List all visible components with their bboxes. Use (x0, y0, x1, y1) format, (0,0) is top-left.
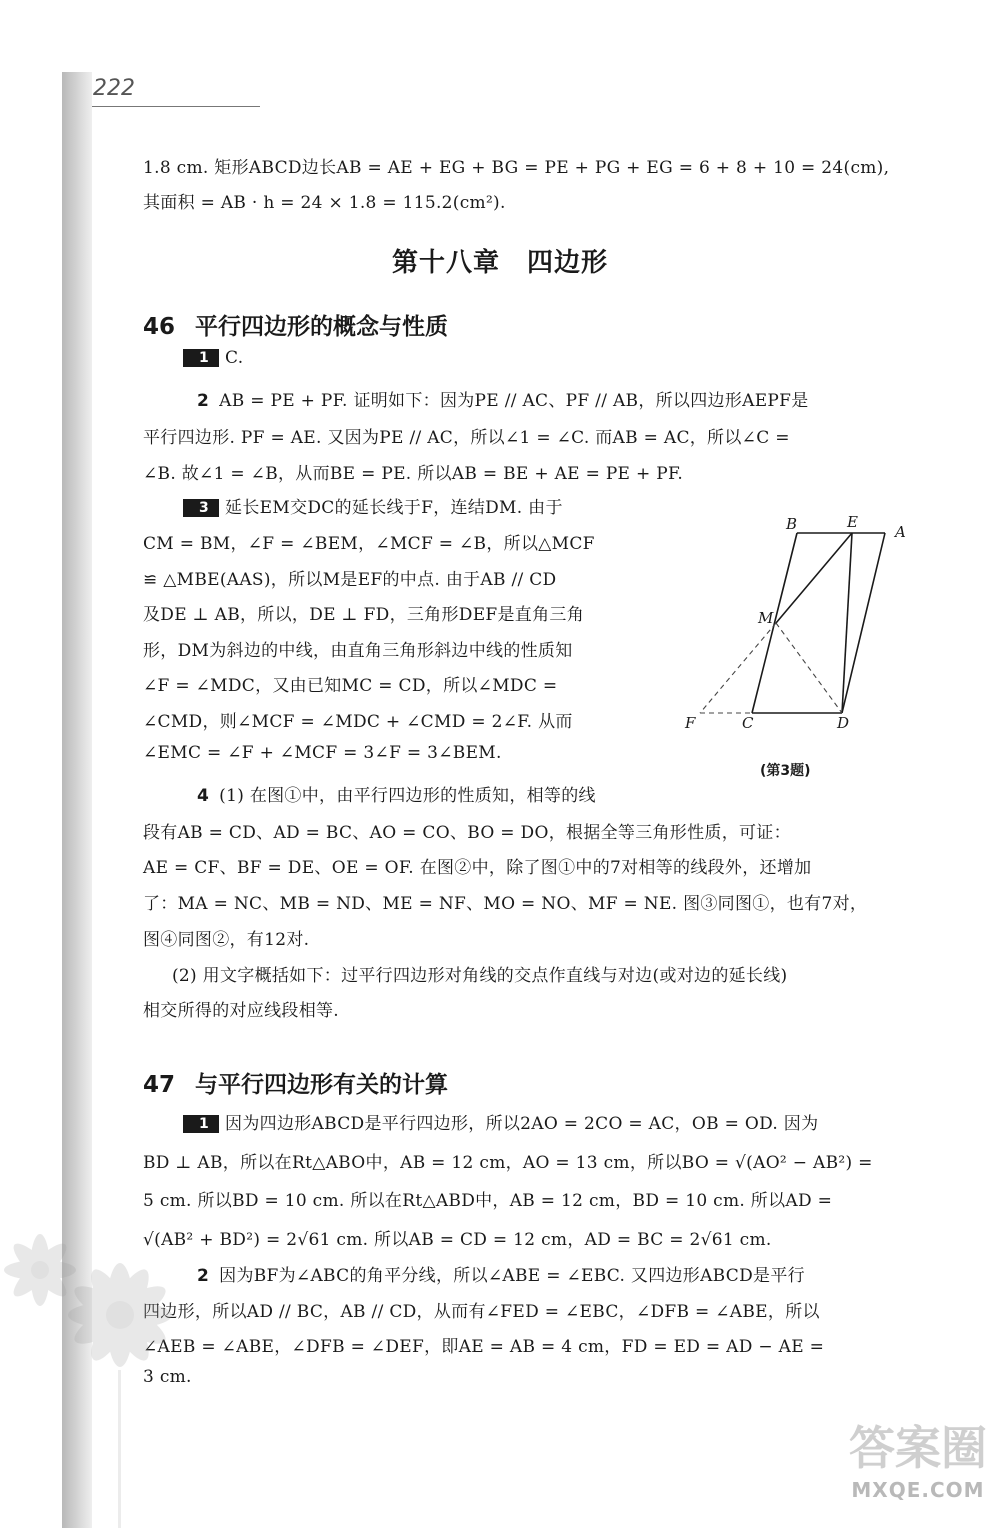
s47-q1-line-3: 5 cm. 所以BD = 10 cm. 所以在Rt△ABD中，AB = 12 cm，BD = 10 cm. 所以AD = (143, 1191, 833, 1211)
answer-text: C. (225, 348, 244, 368)
watermark-url: MXQE.COM (851, 1478, 985, 1502)
s46-q3-line-8: ∠EMC = ∠F + ∠MCF = 3∠F = 3∠BEM. (143, 743, 502, 763)
s46-q4-part2-line-2: 相交所得的对应线段相等. (143, 1001, 340, 1021)
question-badge: 1 (183, 1115, 219, 1133)
s47-q2-line-1 (197, 1261, 805, 1286)
segment-EM (776, 533, 852, 623)
label-B: B (786, 515, 798, 533)
s46-q3-line-6: ∠F = ∠MDC，又由已知MC = CD，所以∠MDC = (143, 676, 558, 696)
s47-q2-line-2: 四边形，所以AD // BC，AB // CD，从而有∠FED = ∠EBC，∠DFB = ∠ABE，所以 (143, 1302, 820, 1322)
s46-q3-line-5: 形，DM为斜边的中线，由直角三角形斜边中线的性质知 (143, 641, 573, 661)
question-badge: 3 (183, 499, 219, 517)
question-badge: 1 (183, 349, 219, 367)
section-title: 与平行四边形有关的计算 (195, 1072, 448, 1098)
s46-q1 (183, 348, 243, 368)
s46-q4-line-2: 段有AB = CD、AD = BC、AO = CO、BO = DO，根据全等三角形性质，可证： (143, 823, 791, 843)
s46-q2-line-2: 平行四边形. PF = AE. 又因为PE // AC，所以∠1 = ∠C. 而AB = AC，所以∠C = (143, 428, 790, 448)
label-C: C (742, 714, 754, 732)
label-M: M (758, 609, 774, 627)
flower-decoration (0, 1230, 220, 1528)
page-number: 222 (93, 76, 135, 101)
section-47-heading (143, 1066, 448, 1099)
answer-text: 因为BF为∠ABC的角平分线，所以∠ABE = ∠EBC. 又四边形ABCD是平行 (219, 1266, 805, 1286)
dashed-MD (776, 623, 842, 713)
section-46-heading (143, 308, 448, 341)
intro-line-2: 其面积 = AB · h = 24 × 1.8 = 115.2(cm²). (143, 193, 506, 213)
dashed-MF (700, 623, 776, 713)
segment-ED (842, 533, 852, 713)
label-F: F (685, 714, 696, 732)
section-number: 46 (143, 314, 176, 340)
segment-AD (842, 533, 885, 713)
intro-line-1: 1.8 cm. 矩形ABCD边长AB = AE + EG + BG = PE + PG + EG = 6 + 8 + 10 = 24(cm), (143, 158, 890, 178)
s46-q4-line-5: 图④同图②，有12对. (143, 930, 310, 950)
s46-q3-line-1 (183, 493, 563, 518)
watermark-title: 答案圈 (849, 1421, 987, 1475)
section-title: 平行四边形的概念与性质 (195, 314, 448, 340)
question-number: 4 (197, 786, 210, 806)
s47-q1-line-1 (183, 1109, 818, 1134)
s46-q4-line-3: AE = CF、BF = DE、OE = OF. 在图②中，除了图①中的7对相等的线段外，还增加 (143, 858, 812, 878)
section-number: 47 (143, 1072, 176, 1098)
label-D: D (837, 714, 850, 732)
s47-q1-line-4: √(AB² + BD²) = 2√61 cm. 所以AB = CD = 12 cm，AD = BC = 2√61 cm. (143, 1230, 772, 1250)
answer-text: 延长EM交DC的延长线于F，连结DM. 由于 (225, 498, 563, 518)
s46-q2-line-1 (197, 386, 809, 411)
s46-q3-line-7: ∠CMD，则∠MCF = ∠MDC + ∠CMD = 2∠F. 从而 (143, 712, 573, 732)
label-A: A (895, 523, 906, 541)
answer-text: 因为四边形ABCD是平行四边形，所以2AO = 2CO = AC，OB = OD. 因为 (225, 1114, 819, 1134)
question-number: 2 (197, 391, 210, 411)
watermark-logo (838, 1418, 998, 1526)
s46-q3-line-4: 及DE ⊥ AB，所以，DE ⊥ FD，三角形DEF是直角三角 (143, 605, 584, 625)
s46-q2-line-3: ∠B. 故∠1 = ∠B，从而BE = PE. 所以AB = BE + AE = PE + PF. (143, 464, 684, 484)
s46-q4-line-1 (197, 781, 596, 806)
question-number: 2 (197, 1266, 210, 1286)
figure-caption: (第3题) (760, 763, 811, 779)
chapter-title: 第十八章 四边形 (391, 248, 608, 278)
header-rule (92, 106, 260, 107)
s46-q4-line-4: 了：MA = NC、MB = ND、ME = NF、MO = NO、MF = NE. 图③同图①，也有7对， (143, 894, 868, 914)
s46-q4-part2-line-1: (2) 用文字概括如下：过平行四边形对角线的交点作直线与对边(或对边的延长线) (172, 966, 788, 986)
s47-q2-line-3: ∠AEB = ∠ABE，∠DFB = ∠DEF，即AE = AB = 4 cm，FD = ED = AD − AE = (143, 1337, 825, 1357)
s47-q2-line-4: 3 cm. (143, 1367, 192, 1387)
answer-text: AB = PE + PF. 证明如下：因为PE // AC、PF // AB，所以四边形AEPF是 (219, 391, 809, 411)
label-E: E (847, 515, 858, 531)
s47-q1-line-2: BD ⊥ AB，所以在Rt△ABO中，AB = 12 cm，AO = 13 cm，所以BO = √(AO² − AB²) = (143, 1153, 873, 1173)
s46-q3-line-3: ≌ △MBE(AAS)，所以M是EF的中点. 由于AB // CD (143, 570, 557, 590)
geometry-figure (680, 515, 920, 745)
answer-text: (1) 在图①中，由平行四边形的性质知，相等的线 (219, 786, 596, 806)
s46-q3-line-2: CM = BM，∠F = ∠BEM，∠MCF = ∠B，所以△MCF (143, 534, 595, 554)
